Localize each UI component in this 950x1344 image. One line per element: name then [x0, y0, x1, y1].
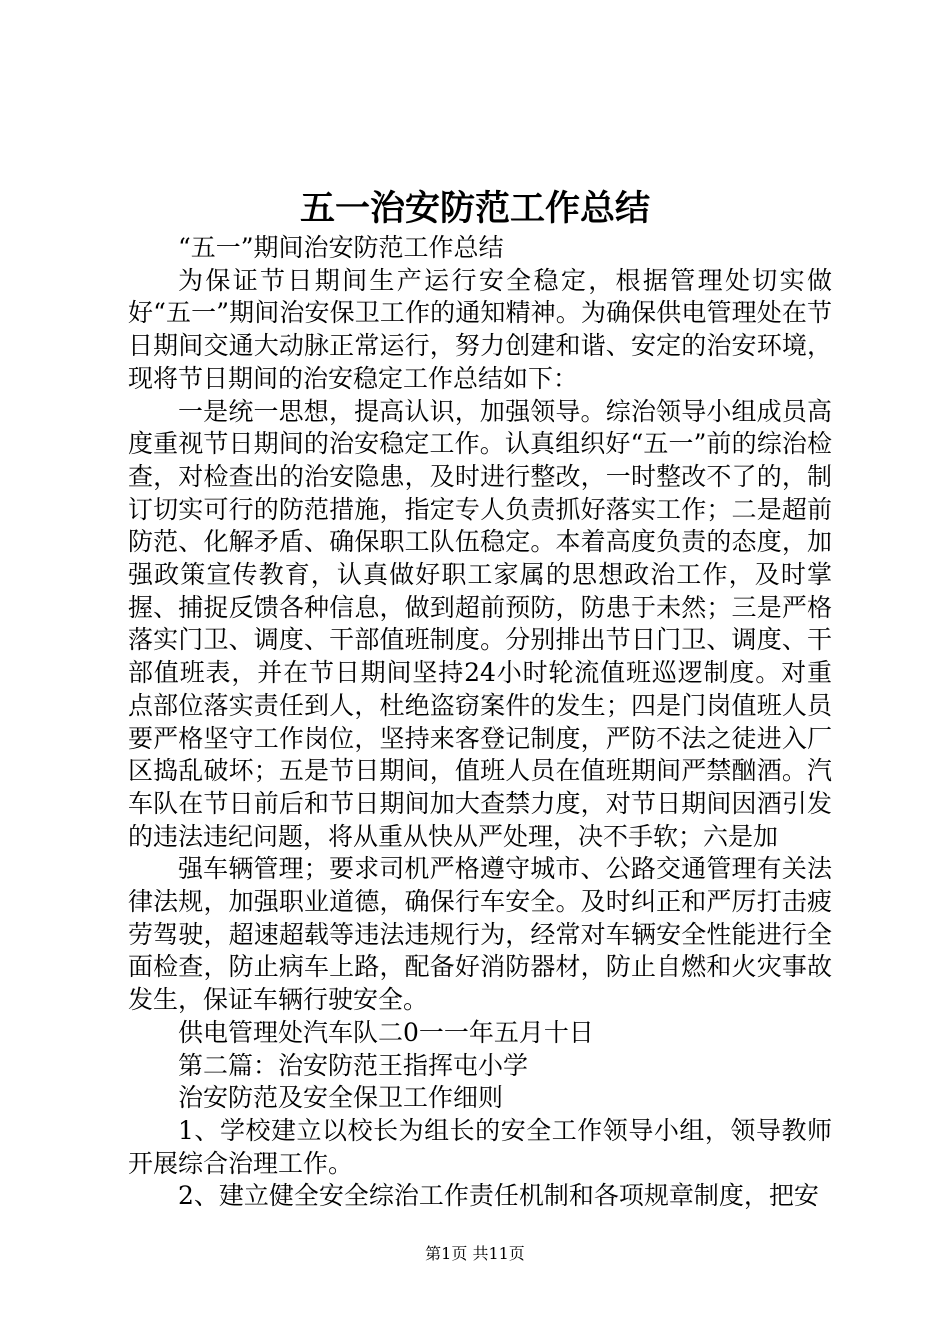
paragraph: “五一”期间治安防范工作总结 [178, 233, 504, 262]
paragraph: 1、学校建立以校长为组长的安全工作领导小组，领导教师开展综合治理工作。 [128, 1115, 832, 1178]
paragraph: 一是统一思想，提高认识，加强领导。综治领导小组成员高度重视节日期间的治安稳定工作。认真组织好“五一”前的综治检查，对检查出的治安隐患，及时进行整改，一时整改不了的，制订切实可行的防范措施，指定专人负责抓好落实工作；二是超前防范、化解矛盾、确保职工队伍稳定。本着高度负责的态度，加强政策宣传教育，认真做好职工家属的思想政治工作，及时掌握、捕捉反馈各种信息，做到超前预防，防患于未然；三是严格落实门卫、调度、干部值班制度。分别排出节日门卫、调度、干部值班表，并在节日期间坚持24小时轮流值班巡逻制度。对重点部位落实责任到人，杜绝盗窃案件的发生；四是门岗值班人员要严格坚守工作岗位，坚持来客登记制度，严防不法之徒进入厂区捣乱破坏；五是节日期间，值班人员在值班期间严禁酗酒。汽车队在节日前后和节日期间加大查禁力度，对节日期间因酒引发的违法违纪问题，将从重从快从严处理，决不手软；六是加 [128, 396, 832, 851]
paragraph: 强车辆管理；要求司机严格遵守城市、公路交通管理有关法律法规，加强职业道德，确保行车安全。及时纠正和严厉打击疲劳驾驶，超速超载等违法违规行为，经常对车辆安全性能进行全面检查，防止病车上路，配备好消防器材，防止自燃和火灾事故发生，保证车辆行驶安全。 [128, 854, 832, 1015]
paragraph: 第二篇：治安防范王指挥屯小学 [178, 1050, 529, 1080]
document-body [128, 232, 832, 1213]
paragraph: 供电管理处汽车队二0一一年五月十日 [178, 1017, 594, 1047]
document-title: 五一治安防范工作总结 [299, 188, 650, 229]
paragraph: 治安防范及安全保卫工作细则 [178, 1083, 504, 1113]
paragraph: 为保证节日期间生产运行安全稳定，根据管理处切实做好“五一”期间治安保卫工作的通知精神。为确保供电管理处在节日期间交通大动脉正常运行，努力创建和谐、安定的治安环境，现将节日期间的治安稳定工作总结如下： [128, 265, 832, 393]
page-number-footer: 第1页 共11页 [425, 1244, 525, 1263]
paragraph: 2、建立健全安全综治工作责任机制和各项规章制度，把安 [178, 1181, 819, 1211]
